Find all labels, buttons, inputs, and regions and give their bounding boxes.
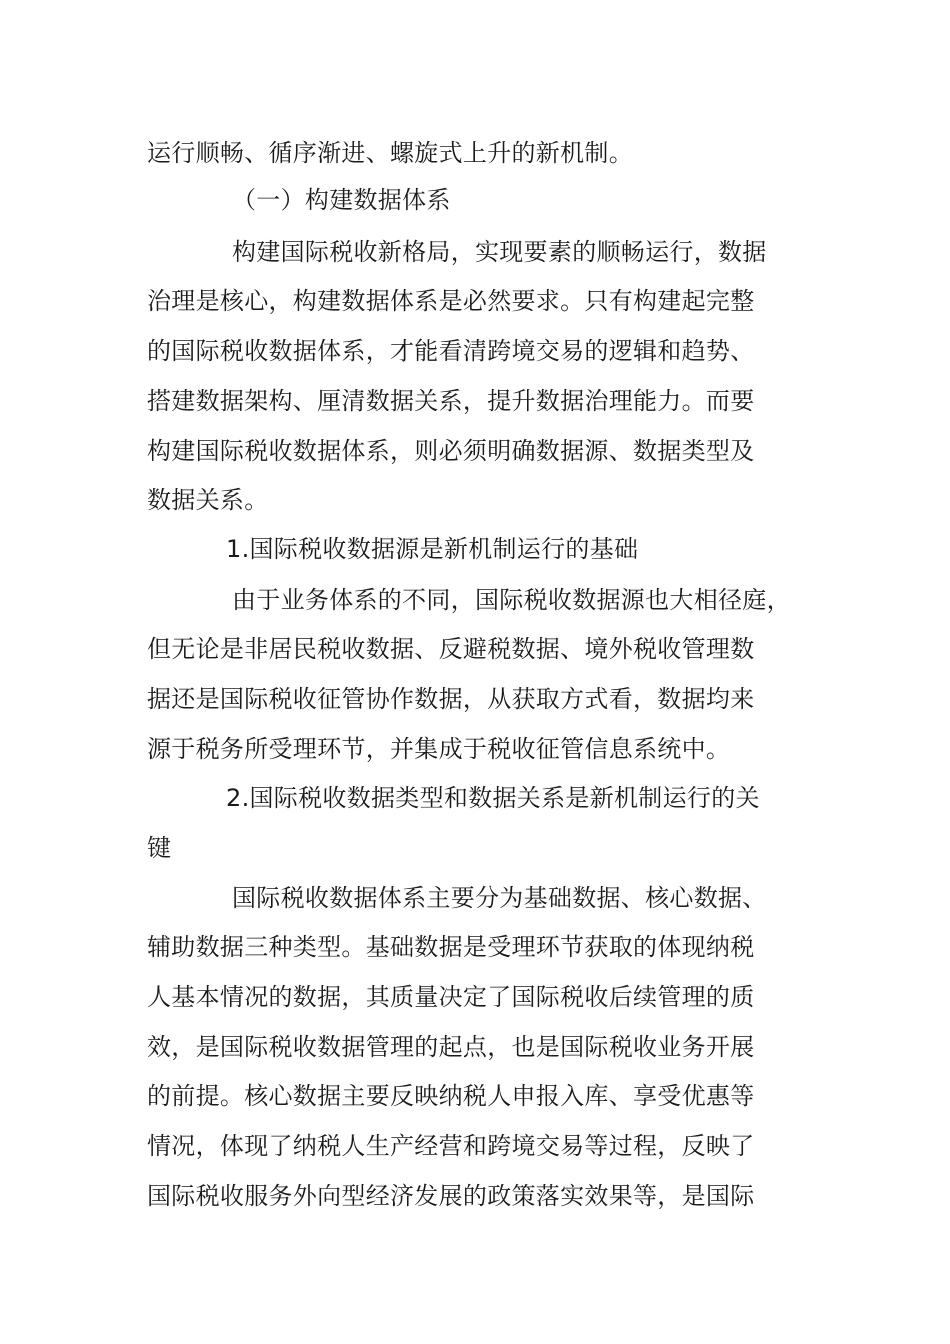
text-line: 情况，体现了纳税人生产经营和跨境交易等过程，反映了	[147, 1132, 755, 1160]
text-line: 人基本情况的数据，其质量决定了国际税收后续管理的质	[147, 983, 755, 1011]
text-line: 源于税务所受理环节，并集成于税收征管信息系统中。	[147, 735, 731, 763]
text-line: 辅助数据三种类型。基础数据是受理环节获取的体现纳税	[147, 933, 755, 961]
subsection-heading-continued: 键	[147, 834, 172, 862]
text-line: 国际税收服务外向型经济发展的政策落实效果等，是国际	[147, 1182, 755, 1210]
text-line: 数据关系。	[147, 486, 269, 514]
text-line: 据还是国际税收征管协作数据，从获取方式看，数据均来	[147, 685, 755, 713]
text-line: 国际税收数据体系主要分为基础数据、核心数据、	[232, 884, 767, 912]
text-line: 运行顺畅、循序渐进、螺旋式上升的新机制。	[147, 139, 633, 167]
text-line: 的前提。核心数据主要反映纳税人申报入库、享受优惠等	[147, 1082, 755, 1110]
text-line: 治理是核心，构建数据体系是必然要求。只有构建起完整	[147, 287, 755, 315]
text-line: 由于业务体系的不同，国际税收数据源也大相径庭，	[232, 586, 791, 614]
text-line: 但无论是非居民税收数据、反避税数据、境外税收管理数	[147, 635, 755, 663]
text-line: 效，是国际税收数据管理的起点，也是国际税收业务开展	[147, 1033, 755, 1061]
subsection-heading: 2.国际税收数据类型和数据关系是新机制运行的关	[226, 784, 760, 812]
text-line: 搭建数据架构、厘清数据关系，提升数据治理能力。而要	[147, 387, 755, 415]
text-line: 构建国际税收新格局，实现要素的顺畅运行，数据	[232, 238, 767, 266]
subsection-heading: 1.国际税收数据源是新机制运行的基础	[226, 535, 639, 563]
section-heading: （一）构建数据体系	[232, 186, 451, 214]
text-line: 的国际税收数据体系，才能看清跨境交易的逻辑和趋势、	[147, 337, 755, 365]
text-line: 构建国际税收数据体系，则必须明确数据源、数据类型及	[147, 437, 755, 465]
